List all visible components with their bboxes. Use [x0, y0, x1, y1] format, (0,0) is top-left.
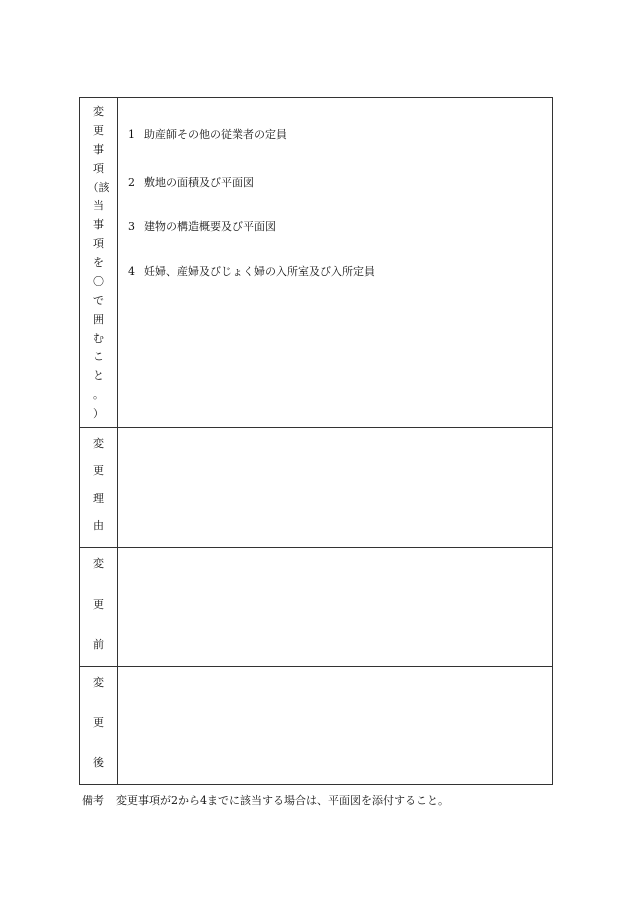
label-char: 変 [93, 676, 104, 689]
label-char: 更 [93, 597, 104, 611]
option-number: 2 [128, 176, 135, 189]
change-notification-table [79, 97, 553, 785]
label-char: 前 [93, 638, 104, 651]
label-char: 変 [93, 437, 104, 450]
label-char: （該 [87, 180, 110, 194]
label-char: 更 [93, 716, 104, 729]
change-option-1[interactable] [128, 128, 287, 142]
change-reason-row [80, 427, 552, 547]
label-char: 囲 [93, 312, 104, 326]
change-reason-field[interactable] [118, 428, 552, 547]
label-char: で [93, 293, 104, 307]
before-change-label-cell [80, 548, 118, 666]
label-char: と [93, 369, 104, 383]
label-char: 由 [93, 518, 104, 532]
change-option-4[interactable] [128, 265, 375, 279]
label-char: 変 [93, 105, 104, 118]
label-char: こ [93, 350, 104, 364]
before-change-row [80, 547, 552, 666]
before-change-label [80, 548, 117, 666]
label-char: ） [93, 407, 104, 420]
after-change-row [80, 666, 552, 784]
change-reason-label-cell [80, 428, 118, 547]
change-option-2[interactable] [128, 176, 254, 190]
option-number: 1 [128, 128, 135, 141]
label-char: 理 [93, 491, 104, 505]
change-option-3[interactable] [128, 220, 276, 234]
label-char: 当 [93, 199, 104, 213]
label-char: を [93, 256, 104, 269]
label-char: 事 [93, 142, 104, 156]
remarks-text: 変更事項が2から4までに該当する場合は、平面図を添付すること。 [116, 794, 449, 807]
label-char: 更 [93, 123, 104, 137]
remarks-note [82, 794, 449, 808]
before-change-field[interactable] [118, 548, 552, 666]
option-text: 助産師その他の従業者の定員 [144, 128, 287, 141]
label-char: 事 [93, 218, 104, 232]
label-char: 項 [93, 237, 104, 251]
change-items-label [80, 98, 117, 427]
label-char: 変 [93, 557, 104, 570]
option-number: 3 [128, 220, 135, 233]
option-text: 妊婦、産婦及びじょく婦の入所室及び入所定員 [144, 265, 375, 278]
after-change-label-cell [80, 667, 118, 784]
change-items-options[interactable] [118, 98, 552, 427]
change-items-row [80, 98, 552, 427]
change-reason-label [80, 428, 117, 547]
option-text: 建物の構造概要及び平面図 [144, 220, 276, 233]
label-char: む [93, 331, 104, 345]
after-change-label [80, 667, 117, 784]
label-char: 〇 [93, 274, 104, 288]
label-char: 後 [93, 756, 104, 769]
after-change-field[interactable] [118, 667, 552, 784]
change-items-label-cell [80, 98, 118, 427]
option-text: 敷地の面積及び平面図 [144, 176, 254, 189]
label-char: 項 [93, 161, 104, 175]
label-char: 更 [93, 464, 104, 478]
remarks-label: 備考 [82, 794, 104, 807]
label-char: 。 [93, 388, 104, 402]
option-number: 4 [128, 265, 135, 278]
